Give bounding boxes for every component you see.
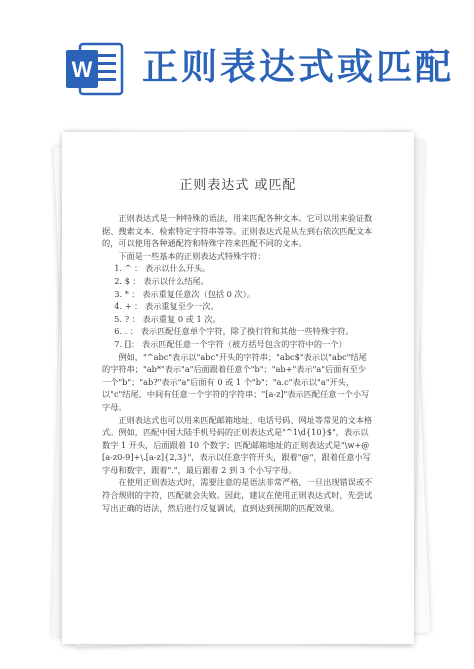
document-page — [62, 132, 414, 644]
paragraph: 在使用正则表达式时，需要注意的是语法非常严格，一旦出现错误或不符合规则的字符，匹配就会失败。因此，建议在使用正则表达式时，先尝试写出正确的语法，然后进行反复调试，直到达到预期的匹配效果。 — [102, 477, 373, 513]
paragraph: 下面是一些基本的正则表达式特殊字符： — [118, 250, 266, 261]
document-title: 正则表达式 或匹配 — [179, 178, 297, 193]
list-item: 7. []： 表示匹配任意一个字符（被方括号包含的字符中的一个） — [114, 338, 347, 349]
word-icon-letter: W — [71, 57, 93, 82]
list-item: 2. $ ： 表示以什么结尾。 — [114, 275, 209, 286]
paragraph: 例如，"^abc"表示以"abc"开头的字符串；"abc$"表示以"abc"结尾的字符串；"ab*"表示"a"后面跟着任意个"b"；"ab+"表示"a"后面有至少一个"b"；"ab?"表示"a"后面有 0 或 1 个"b"；"a.c"表示以"a"开头，以"c"结尾，中间有任意一个字符的字符串；"[a-z]"表示匹配任意一个小写字母。 — [102, 351, 370, 412]
word-icon — [64, 41, 124, 97]
list-item: 5. ? ： 表示重复 0 或 1 次。 — [114, 313, 221, 324]
paragraph: 正则表达式是一种特殊的语法，用来匹配各种文本。它可以用来验证数据、搜索文本、检索特定字符串等等。正则表达式是从左到右依次匹配文本的，可以使用各种通配符和特殊字符来匹配不同的文本。 — [102, 213, 373, 249]
list-item: 4. + ： 表示重复至少一次。 — [114, 301, 219, 312]
headline: 正则表达式或匹配 — [142, 47, 455, 88]
list-item: 3. * ： 表示重复任意次（包括 0 次）。 — [114, 288, 255, 299]
document-body — [102, 212, 374, 514]
list-item: 1. ^ ： 表示以什么开头。 — [114, 263, 211, 274]
paragraph: 正则表达式也可以用来匹配邮箱地址、电话号码、网址等常见的文本格式。例如，匹配中国大陆手机号码的正则表达式是"^1\d{10}$"，表示以数字 1 开头，后面跟着 10 个数字；匹配邮箱地址的正则表达式是"\w+@[a-z0-9]+\.[a-z]{2,3}"，表示以任意字符开头，跟着"@"，跟着任意小写字母和数字，跟着"."，最后跟着 2 到 3 个小写字母。 — [102, 414, 373, 475]
list-item: 6. . ： 表示匹配任意单个字符，除了换行符和其他一些特殊字符。 — [114, 326, 354, 337]
